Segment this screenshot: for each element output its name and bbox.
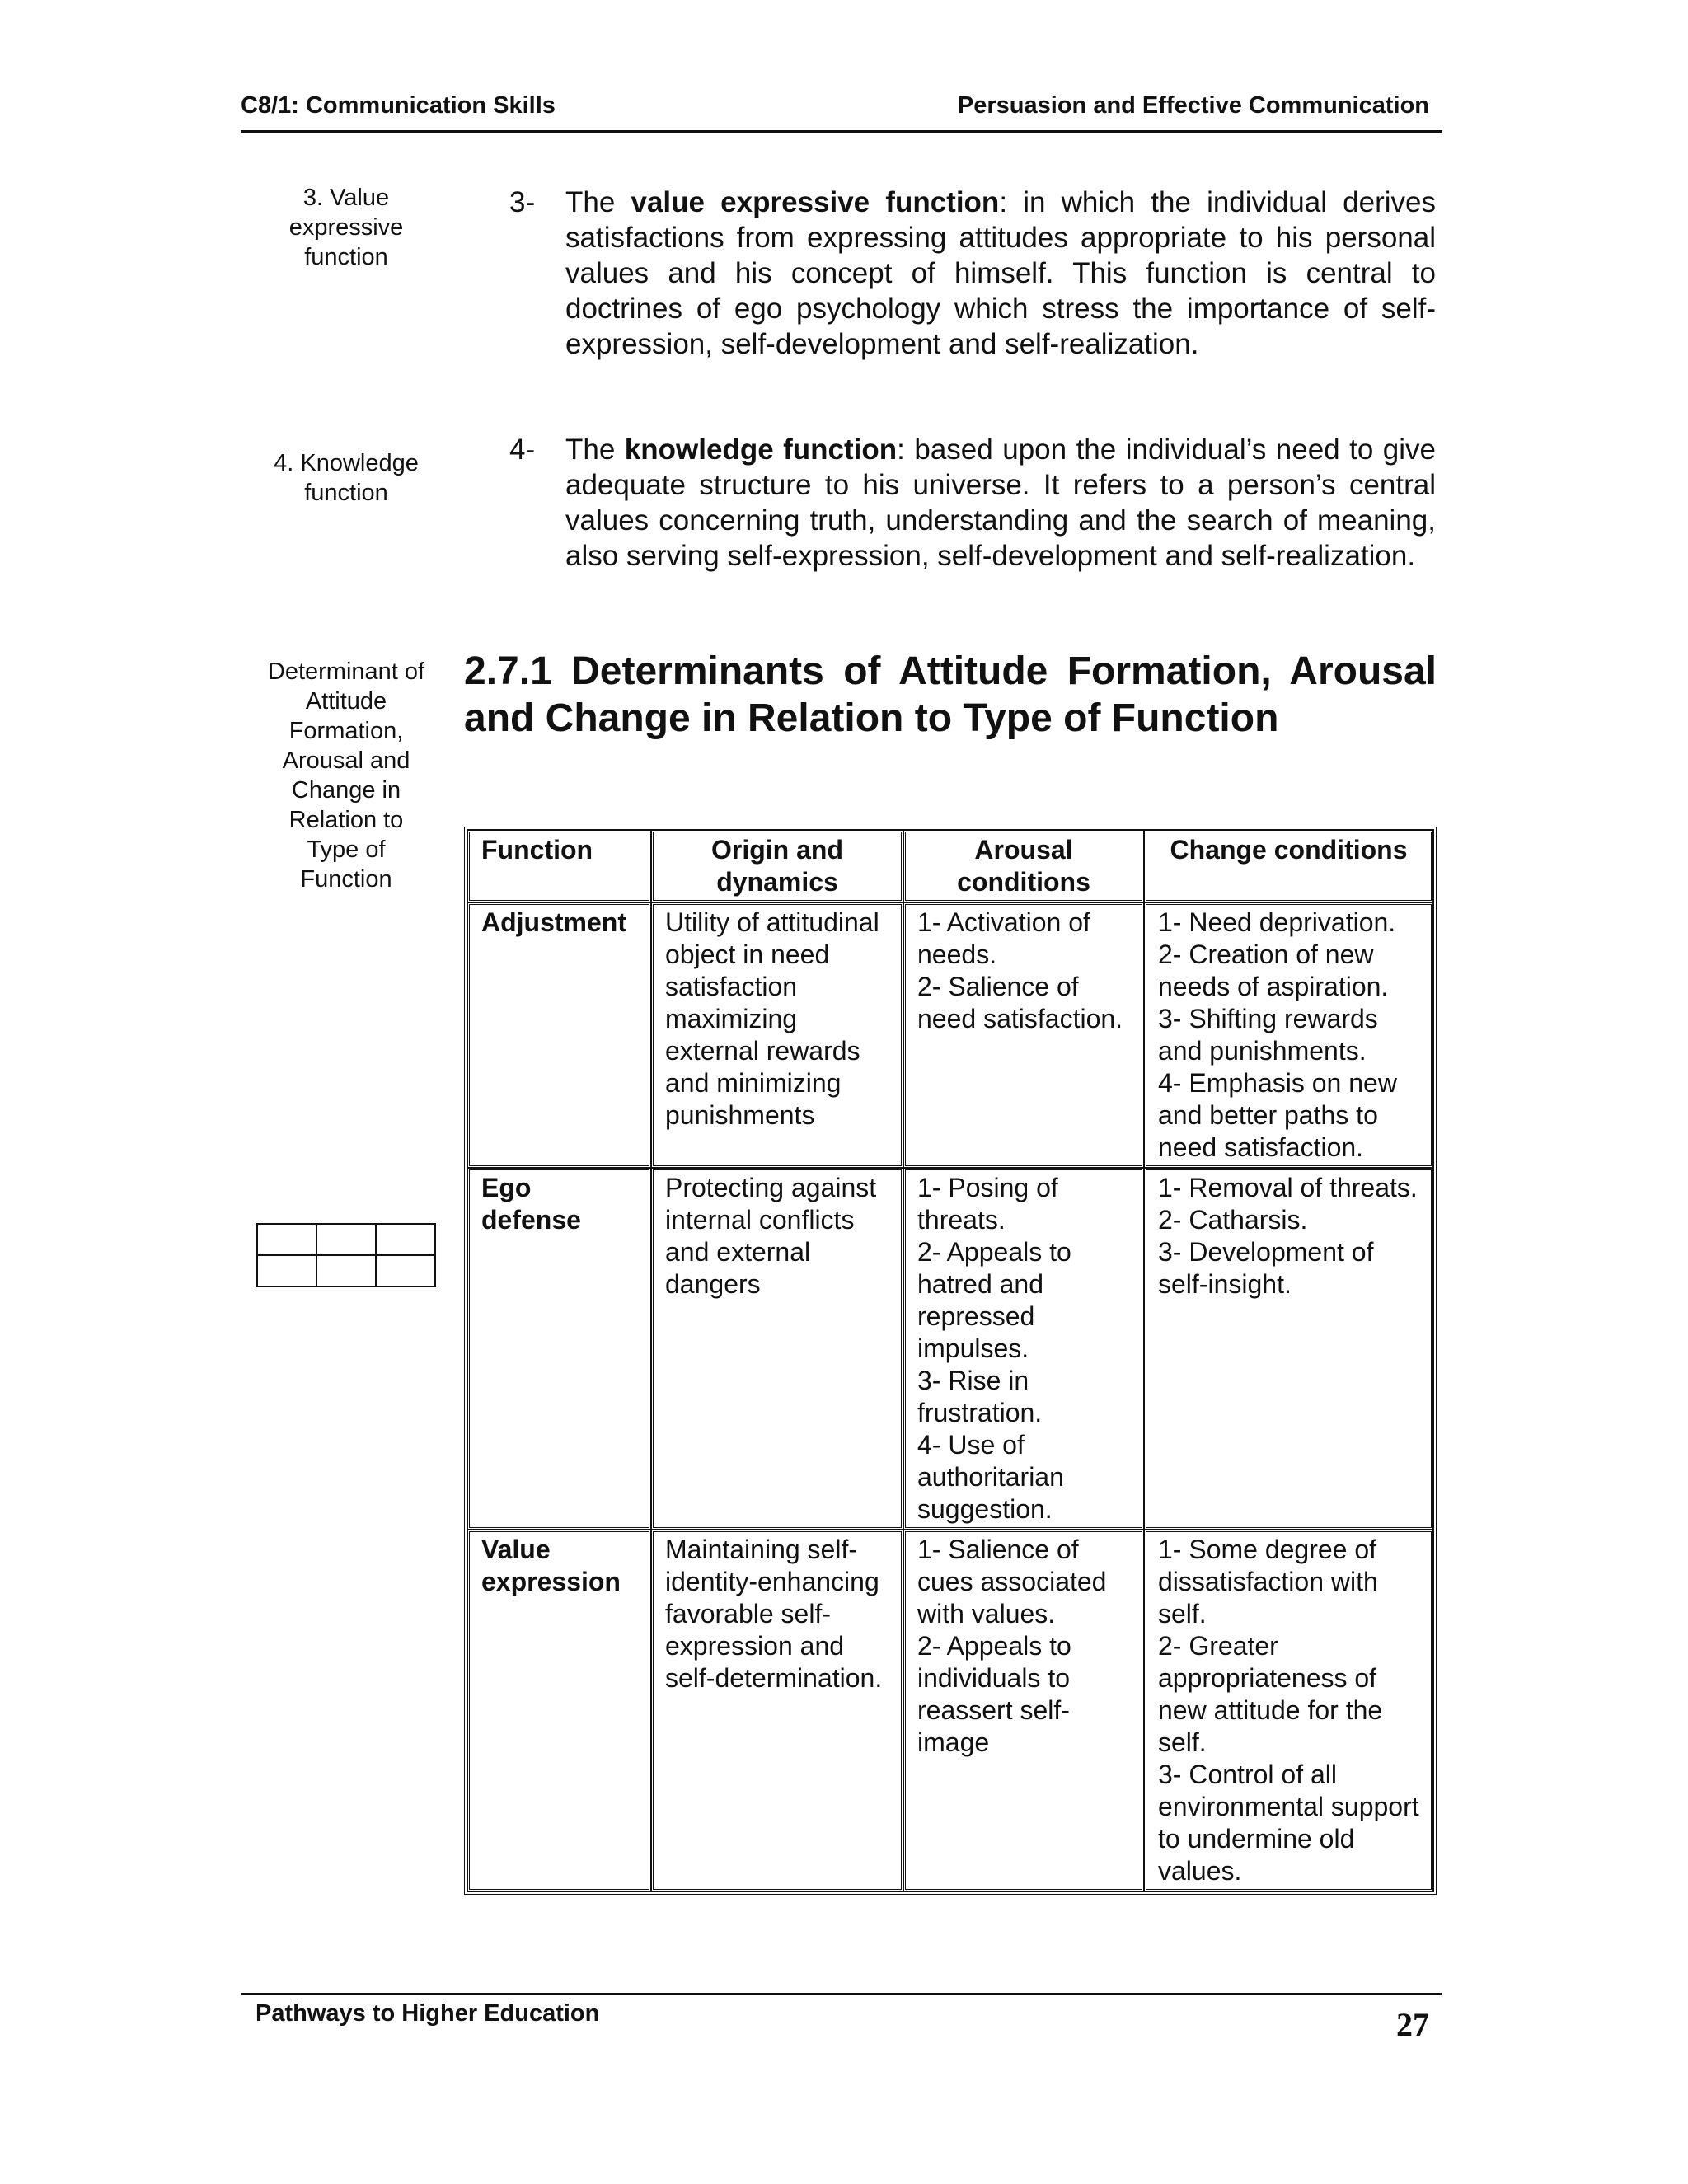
- cell-arousal: [903, 1530, 1144, 1891]
- cell-list-item: 1- Some degree of dissatisfaction with self.: [1158, 1535, 1378, 1629]
- cell-list-item: 3- Development of self-insight.: [1158, 1237, 1374, 1299]
- margin-note-line: Function: [300, 866, 392, 893]
- table-row: [467, 902, 1433, 1168]
- item-number: 4-: [509, 434, 536, 466]
- margin-note-line: Arousal and: [282, 748, 410, 774]
- attitude-function-table: [464, 827, 1437, 1895]
- item-lead: The: [565, 434, 625, 466]
- cell-list-item: 1- Removal of threats.: [1158, 1173, 1418, 1202]
- margin-note-line: function: [304, 244, 388, 270]
- margin-note-determinant: [247, 657, 445, 894]
- cell-list-item: 3- Rise in frustration.: [917, 1366, 1043, 1427]
- cell-list-item: 2- Appeals to hatred and repressed impulses.: [917, 1237, 1071, 1363]
- cell-list-item: 4- Use of authoritarian suggestion.: [917, 1430, 1064, 1524]
- margin-note-line: Attitude: [305, 688, 387, 715]
- cell-function: Ego defense: [467, 1168, 651, 1530]
- item-term: value expressive function: [631, 186, 1000, 218]
- item-text: : in which the individual derives satisfactions from expressing attitudes appropriate to his personal values and his concept of himself. This function is central to doctrines of ego psychology which stress the importance of self-expression, self-development and self-realization.: [565, 186, 1436, 360]
- cell-list-item: 4- Emphasis on new and better paths to need satisfaction.: [1158, 1068, 1397, 1162]
- margin-note-line: 3. Value: [302, 185, 390, 211]
- cell-list-item: 1- Activation of needs.: [917, 907, 1090, 969]
- margin-note-line: 4. Knowledge: [274, 450, 419, 476]
- item-term: knowledge function: [624, 434, 898, 466]
- cell-function: Value expression: [467, 1530, 651, 1891]
- table-row: [467, 1530, 1433, 1891]
- column-header-origin: Origin and dynamics: [651, 830, 903, 902]
- cell-function: Adjustment: [467, 902, 651, 1168]
- margin-note-line: Determinant of: [267, 658, 425, 685]
- column-header-arousal: Arousal conditions: [903, 830, 1144, 902]
- page-footer: [241, 1993, 1442, 2043]
- item-body: [565, 185, 1436, 362]
- page-header: [241, 92, 1442, 133]
- margin-note-value-expressive: [247, 183, 445, 272]
- cell-arousal: [903, 1168, 1144, 1530]
- cell-origin: Utility of attitudinal object in need satisfaction maximizing external rewards and minimizing punishments: [651, 902, 903, 1168]
- margin-note-line: Type of: [307, 837, 386, 863]
- item-text: : based upon the individual’s need to give adequate structure to his universe. It refers to a person’s central values concerning truth, understanding and the search of meaning, also serving self-expression, self-development and self-realization.: [565, 434, 1436, 572]
- cell-list-item: 2- Appeals to individuals to reassert self-image: [917, 1631, 1071, 1757]
- header-chapter-title: Persuasion and Effective Communication: [957, 92, 1429, 119]
- margin-note-line: Formation,: [288, 718, 404, 744]
- cell-list-item: 2- Creation of new needs of aspiration.: [1158, 940, 1389, 1001]
- cell-origin: Protecting against internal conflicts and external dangers: [651, 1168, 903, 1530]
- item-lead: The: [565, 186, 631, 218]
- cell-list-item: 3- Shifting rewards and punishments.: [1158, 1004, 1378, 1066]
- item-body: [565, 432, 1436, 574]
- list-item-value-expressive: [503, 185, 1436, 362]
- table-header-row: [467, 830, 1433, 902]
- table-icon: [256, 1223, 436, 1287]
- cell-origin: Maintaining self-identity-enhancing favorable self-expression and self-determination.: [651, 1530, 903, 1891]
- cell-list-item: 2- Salience of need satisfaction.: [917, 972, 1123, 1033]
- cell-change: [1144, 902, 1433, 1168]
- cell-arousal: [903, 902, 1144, 1168]
- cell-list-item: 1- Posing of threats.: [917, 1173, 1058, 1235]
- table-row: [467, 1168, 1433, 1530]
- cell-list-item: 3- Control of all environmental support to undermine old values.: [1158, 1760, 1419, 1886]
- column-header-change: Change conditions: [1144, 830, 1433, 902]
- margin-note-line: Change in: [291, 777, 401, 804]
- cell-list-item: 2- Catharsis.: [1158, 1205, 1308, 1235]
- cell-change: [1144, 1168, 1433, 1530]
- page-number: 27: [1396, 2006, 1429, 2043]
- item-number: 3-: [509, 186, 536, 218]
- cell-list-item: 2- Greater appropriateness of new attitude for the self.: [1158, 1631, 1383, 1757]
- margin-note-line: Relation to: [288, 807, 404, 833]
- column-header-function: Function: [467, 830, 651, 902]
- cell-list-item: 1- Need deprivation.: [1158, 907, 1396, 937]
- section-heading: 2.7.1 Determinants of Attitude Formation, Arousal and Change in Relation to Type of Function: [464, 649, 1437, 740]
- header-course-title: C8/1: Communication Skills: [241, 92, 556, 119]
- cell-change: [1144, 1530, 1433, 1891]
- cell-list-item: 1- Salience of cues associated with values.: [917, 1535, 1107, 1629]
- margin-note-line: function: [304, 480, 388, 506]
- footer-title: Pathways to Higher Education: [256, 2000, 600, 2027]
- margin-note-line: expressive: [288, 214, 404, 241]
- margin-note-knowledge: [247, 448, 445, 508]
- list-item-knowledge: [503, 432, 1436, 574]
